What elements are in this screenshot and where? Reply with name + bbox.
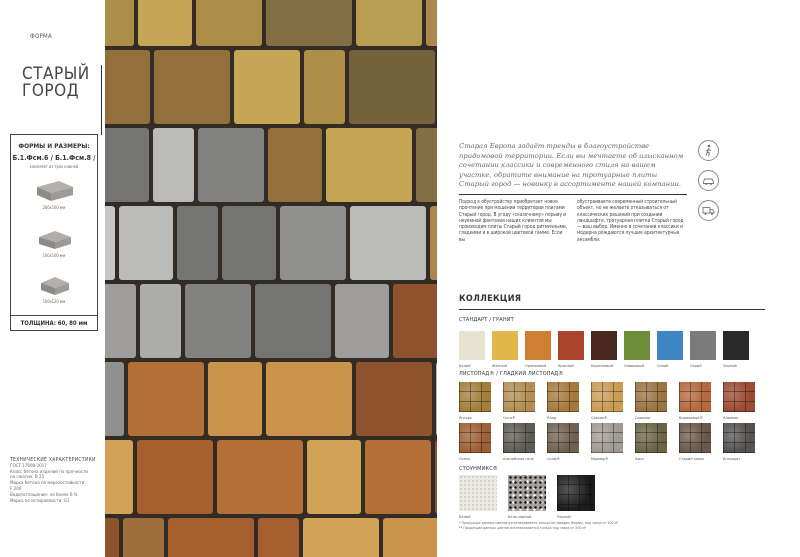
- stone-large-image: [35, 179, 75, 203]
- shape-subtitle: комплект из трех камней: [29, 164, 79, 169]
- color-swatch: [503, 423, 535, 453]
- color-swatch: [459, 423, 491, 453]
- color-swatch-label: Бирюзовый®: [679, 415, 703, 420]
- tech-line: Марка по истираемости: G1: [10, 498, 70, 504]
- color-swatch-label: Оранжевый: [525, 363, 547, 368]
- tech-line: на сжатие: В 25: [10, 475, 45, 481]
- color-swatch: [690, 331, 716, 360]
- car-icon: [698, 170, 719, 191]
- color-swatch: [591, 382, 623, 412]
- footnote: ** Продукция данных цветов изготавливается только под заказ от 200 м²: [459, 526, 587, 530]
- section-stonemix-title: СТОУНМИКС®: [459, 466, 498, 472]
- shape-codes: Б.1.Фсм.6 / Б.1.Фсм.8 /: [12, 154, 96, 162]
- body-column-2: обустраиваете современный строительный объект, но не желаете отказываться от классических решений при создании ландшафта, тротуарная плитка Старый город — ваш выбор. Именно в сочетании классики и модерна рождаются лучшие архитектурные ансамбли.: [577, 200, 684, 243]
- color-swatch-label: Альпийская ночь: [503, 456, 534, 461]
- stone-medium-image: [37, 229, 73, 251]
- truck-icon: [698, 200, 719, 221]
- color-swatch-label: Синий: [657, 363, 669, 368]
- color-swatch: [557, 475, 595, 511]
- footnote: * Продукция данных цветов изготавливается только на заводах Формы, под заказ от 200 м²: [459, 521, 619, 525]
- color-swatch-label: Коричневый: [591, 363, 614, 368]
- color-swatch: [591, 423, 623, 453]
- color-swatch: [624, 331, 650, 360]
- stone-small-size: 160х120 мм: [42, 299, 66, 304]
- thickness: ТОЛЩИНА: 60, 80 мм: [11, 315, 97, 327]
- color-swatch: [723, 331, 749, 360]
- color-swatch: [459, 475, 497, 511]
- collection-title: КОЛЛЕКЦИЯ: [459, 294, 522, 304]
- color-swatch-label: Черный: [723, 363, 737, 368]
- color-swatch: [525, 331, 551, 360]
- color-swatch-label: Желтый: [492, 363, 507, 368]
- divider: [101, 65, 102, 135]
- color-swatch: [508, 475, 546, 511]
- color-swatch-label: Янтарь: [459, 415, 472, 420]
- shapes-box: [10, 134, 98, 331]
- color-swatch: [723, 423, 755, 453]
- tech-line: ГОСТ 17608-2017: [10, 463, 47, 469]
- color-swatch: [591, 331, 617, 360]
- usage-icons: [698, 140, 720, 230]
- color-swatch-label: Клинкер: [723, 415, 739, 420]
- color-swatch: [558, 331, 584, 360]
- left-column: [0, 0, 105, 557]
- stone-medium-size: 160х160 мм: [42, 253, 66, 258]
- tech-header: ТЕХНИЧЕСКИЕ ХАРАКТЕРИСТИКИ: [10, 457, 96, 463]
- tech-line: F 200: [10, 486, 22, 492]
- color-swatch-label: Мрамор®: [591, 456, 609, 461]
- color-swatch: [635, 382, 667, 412]
- color-swatch: [635, 423, 667, 453]
- tech-specs: [10, 458, 102, 504]
- color-swatch: [459, 331, 485, 360]
- color-swatch-label: Клад: [547, 415, 557, 420]
- divider: [459, 194, 687, 195]
- color-swatch-label: Антрацит: [723, 456, 741, 461]
- stone-small-image: [39, 275, 71, 297]
- color-swatch: [679, 382, 711, 412]
- title-line-1: СТАРЫЙ: [22, 64, 90, 84]
- color-swatch-label: Скиф®: [547, 456, 561, 461]
- color-swatch: [547, 382, 579, 412]
- section-label: ФОРМА: [30, 33, 52, 40]
- color-swatch-label: Старый замок: [679, 456, 705, 461]
- intro-paragraph: Старая Европа задаёт тренды в благоустройстве придомовой территории. Если вы мечтаете об изысканном сочетании классики и современного стиля на вашем участке, обратите внимание на тротуарные плиты Старый город — новинку в ассортименте нашей компании.: [459, 142, 684, 188]
- tech-line: Марка бетона по морозостойкости:: [10, 481, 86, 487]
- color-swatch: [657, 331, 683, 360]
- tech-line: Класс бетона изделий по прочности: [10, 469, 88, 475]
- color-swatch-label: Красный: [558, 363, 574, 368]
- stone-large-size: 260х160 мм: [42, 205, 66, 210]
- paving-photo: [105, 0, 437, 557]
- color-swatch-label: Бело-черный: [508, 514, 532, 519]
- section-listopad-title: ЛИСТОПАД® / ГЛАДКИЙ ЛИСТОПАД®: [459, 371, 564, 377]
- paving-stones-image: [105, 0, 437, 557]
- color-swatch: [679, 423, 711, 453]
- tech-line: Водопоглощение: не более 6 %: [10, 492, 78, 498]
- divider: [459, 309, 765, 310]
- color-swatch-label: Сити®: [503, 415, 516, 420]
- color-swatch: [459, 382, 491, 412]
- product-title: [22, 66, 90, 100]
- color-swatch-label: Серый: [690, 363, 702, 368]
- color-swatch: [547, 423, 579, 453]
- shapes-header: ФОРМЫ И РАЗМЕРЫ:: [18, 142, 90, 150]
- section-standard-title: СТАНДАРТ / ГРАНИТ: [459, 317, 514, 323]
- title-line-2: ГОРОД: [22, 81, 80, 101]
- color-swatch-label: Осень: [459, 456, 470, 461]
- color-swatch-label: Оливковый: [624, 363, 645, 368]
- color-swatch: [503, 382, 535, 412]
- color-swatch-label: Белый: [459, 514, 471, 519]
- color-swatch: [723, 382, 755, 412]
- color-swatch-label: Белый: [459, 363, 471, 368]
- color-swatch-label: Саванна: [635, 415, 651, 420]
- pedestrian-icon: [698, 140, 719, 161]
- color-swatch-label: Хаки: [635, 456, 644, 461]
- body-column-1: Подход к обустройству приобретает новое прочтение при мощении территории плитами Старый город. В угоду «сказочному» порыву и неуемной фантазии наших клиентов мы производим плиты Старый город ритмичными, гладкими и в широкой цветовой гамме. Если вы: [459, 200, 568, 243]
- footnotes: [459, 521, 618, 531]
- color-swatch-label: Черный: [557, 514, 571, 519]
- color-swatch: [492, 331, 518, 360]
- color-swatch-label: Сахара®: [591, 415, 608, 420]
